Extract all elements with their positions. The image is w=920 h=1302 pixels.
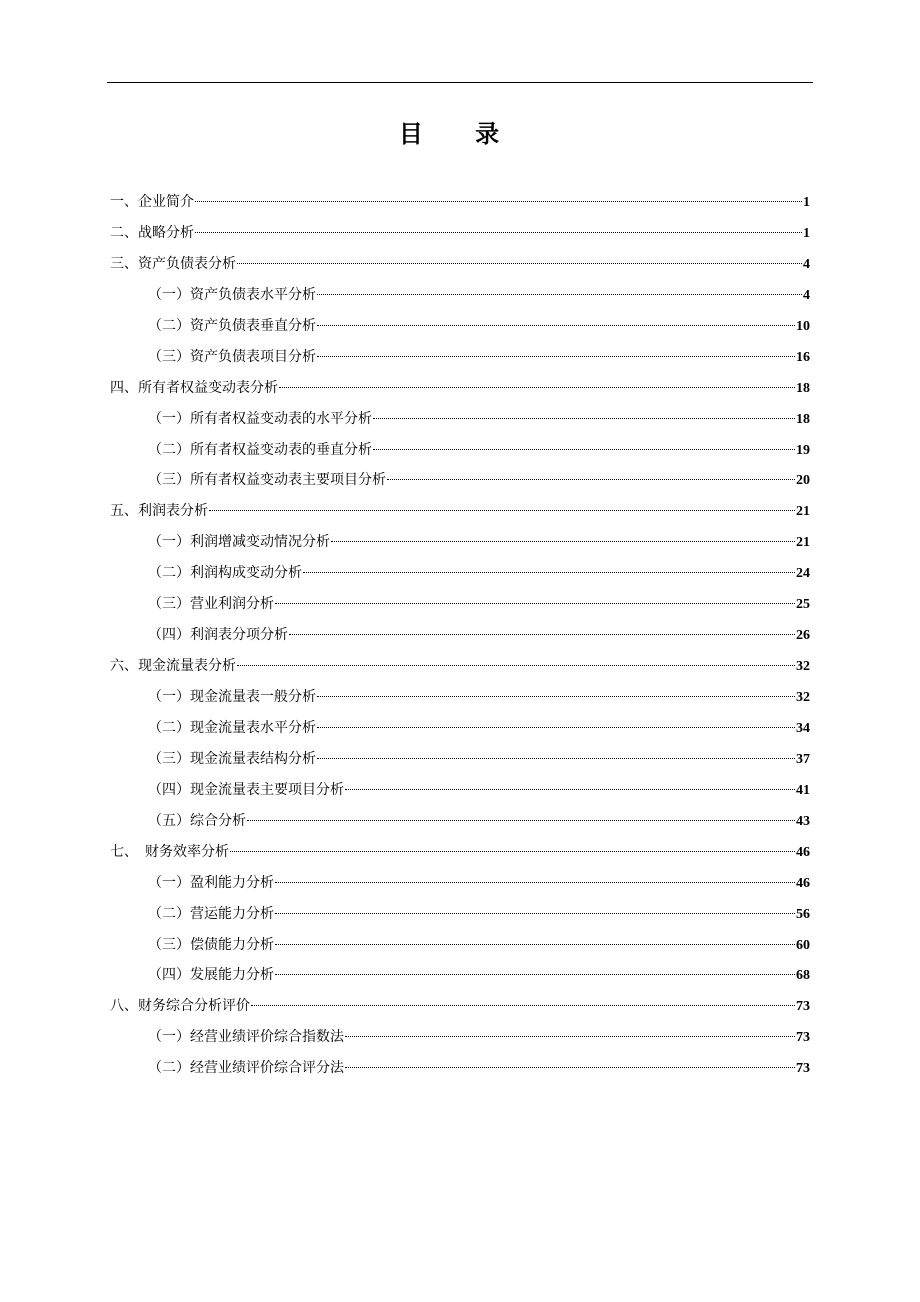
toc-page-number: 16 [796,349,810,365]
table-of-contents [110,187,810,1084]
toc-entry-section[interactable] [110,187,810,218]
toc-page-number: 43 [796,813,810,829]
toc-page-number: 1 [803,225,810,241]
toc-dot-leader [275,882,795,883]
toc-dot-leader [275,974,795,975]
toc-entry-subsection[interactable] [110,311,810,342]
toc-page-number: 24 [796,566,810,582]
toc-page-number: 19 [796,442,810,458]
toc-page-number: 73 [796,999,810,1015]
toc-entry-label: （四）现金流量表主要项目分析 [148,781,344,798]
toc-dot-leader [317,325,795,326]
toc-dot-leader [345,1067,795,1068]
toc-entry-subsection[interactable] [110,558,810,589]
toc-page-number: 4 [803,287,810,303]
toc-page-number: 73 [796,1030,810,1046]
toc-page-number: 26 [796,628,810,644]
toc-dot-leader [237,263,802,264]
toc-entry-label: 四、所有者权益变动表分析 [110,379,278,396]
toc-page-number: 68 [796,968,810,984]
toc-entry-section[interactable] [110,991,810,1022]
toc-dot-leader [195,232,802,233]
toc-entry-label: （三）现金流量表结构分析 [148,750,316,767]
toc-entry-section[interactable] [110,218,810,249]
toc-dot-leader [237,665,795,666]
toc-entry-section[interactable] [110,373,810,404]
toc-dot-leader [289,634,795,635]
toc-entry-label: （二）经营业绩评价综合评分法 [148,1060,344,1077]
toc-page-number: 20 [796,473,810,489]
toc-entry-subsection[interactable] [110,527,810,558]
toc-entry-label: 二、战略分析 [110,224,194,241]
toc-page-number: 46 [796,875,810,891]
toc-entry-section[interactable] [110,249,810,280]
toc-entry-label: （四）利润表分项分析 [148,627,288,644]
toc-entry-label: （三）所有者权益变动表主要项目分析 [148,472,386,489]
toc-page-number: 32 [796,690,810,705]
toc-dot-leader [251,1005,795,1006]
toc-dot-leader [275,944,795,945]
toc-page-number: 1 [803,195,810,210]
toc-dot-leader [317,294,802,295]
toc-entry-subsection[interactable] [110,930,810,961]
toc-page-number: 41 [796,782,810,798]
toc-page-number: 60 [796,937,810,953]
toc-page-number: 18 [796,411,810,427]
toc-entry-subsection[interactable] [110,1022,810,1053]
toc-entry-label: 一、企业简介 [110,194,194,210]
toc-entry-subsection[interactable] [110,620,810,651]
toc-page-number: 56 [796,906,810,922]
toc-entry-label: （一）盈利能力分析 [148,874,274,891]
toc-entry-subsection[interactable] [110,775,810,806]
toc-entry-label: （二）利润构成变动分析 [148,565,302,582]
toc-entry-subsection[interactable] [110,589,810,620]
toc-dot-leader [317,356,795,357]
toc-dot-leader [230,851,795,852]
toc-entry-label: （二）现金流量表水平分析 [148,719,316,736]
toc-entry-subsection[interactable] [110,713,810,744]
toc-entry-label: （二）资产负债表垂直分析 [148,317,316,334]
toc-page-number: 4 [803,256,810,272]
toc-entry-subsection[interactable] [110,404,810,435]
toc-entry-label: （一）经营业绩评价综合指数法 [148,1029,344,1046]
toc-dot-leader [331,541,795,542]
toc-entry-subsection[interactable] [110,465,810,496]
toc-entry-subsection[interactable] [110,682,810,713]
toc-dot-leader [317,758,795,759]
toc-entry-subsection[interactable] [110,280,810,311]
toc-page-number: 18 [796,380,810,396]
toc-entry-label: 六、现金流量表分析 [110,658,236,675]
toc-entry-label: （三）偿债能力分析 [148,936,274,953]
toc-entry-label: （四）发展能力分析 [148,967,274,984]
toc-entry-label: （一）资产负债表水平分析 [148,286,316,303]
toc-entry-section[interactable] [110,651,810,682]
toc-dot-leader [209,510,795,511]
toc-entry-label: （一）利润增减变动情况分析 [148,534,330,551]
toc-dot-leader [317,727,795,728]
toc-dot-leader [303,572,795,573]
header-rule [107,82,813,83]
toc-dot-leader [387,479,795,480]
toc-dot-leader [279,387,795,388]
toc-entry-subsection[interactable] [110,342,810,373]
toc-page-number: 73 [796,1061,810,1077]
toc-entry-label: （二）所有者权益变动表的垂直分析 [148,441,372,458]
toc-entry-subsection[interactable] [110,744,810,775]
toc-entry-label: （一）现金流量表一般分析 [148,689,316,705]
toc-page-number: 21 [796,504,810,520]
toc-page-number: 32 [796,659,810,675]
toc-dot-leader [195,201,802,202]
toc-dot-leader [317,696,795,697]
toc-dot-leader [247,820,795,821]
toc-entry-section[interactable] [110,496,810,527]
toc-title: 目 录 [398,120,522,148]
toc-entry-subsection[interactable] [110,960,810,991]
toc-entry-label: （一）所有者权益变动表的水平分析 [148,410,372,427]
toc-dot-leader [373,449,795,450]
toc-page-number: 46 [796,844,810,860]
toc-dot-leader [373,418,795,419]
toc-entry-label: 八、财务综合分析评价 [110,998,250,1015]
toc-entry-label: （二）营运能力分析 [148,905,274,922]
toc-entry-label: 三、资产负债表分析 [110,255,236,272]
toc-page-number: 21 [796,535,810,551]
toc-dot-leader [345,1036,795,1037]
toc-entry-label: 五、利润表分析 [110,503,208,520]
toc-page-number: 37 [796,751,810,767]
toc-entry-subsection[interactable] [110,868,810,899]
toc-entry-section[interactable] [110,837,810,868]
toc-entry-label: 七、 财务效率分析 [110,843,229,860]
toc-entry-label: （三）营业利润分析 [148,596,274,613]
toc-page-number: 25 [796,597,810,613]
toc-dot-leader [275,913,795,914]
toc-entry-subsection[interactable] [110,1053,810,1084]
toc-dot-leader [275,603,795,604]
toc-page-number: 10 [796,318,810,334]
toc-entry-subsection[interactable] [110,435,810,466]
toc-dot-leader [345,789,795,790]
toc-entry-subsection[interactable] [110,899,810,930]
toc-entry-label: （五）综合分析 [148,812,246,829]
toc-page-number: 34 [796,720,810,736]
toc-entry-subsection[interactable] [110,806,810,837]
toc-entry-label: （三）资产负债表项目分析 [148,348,316,365]
